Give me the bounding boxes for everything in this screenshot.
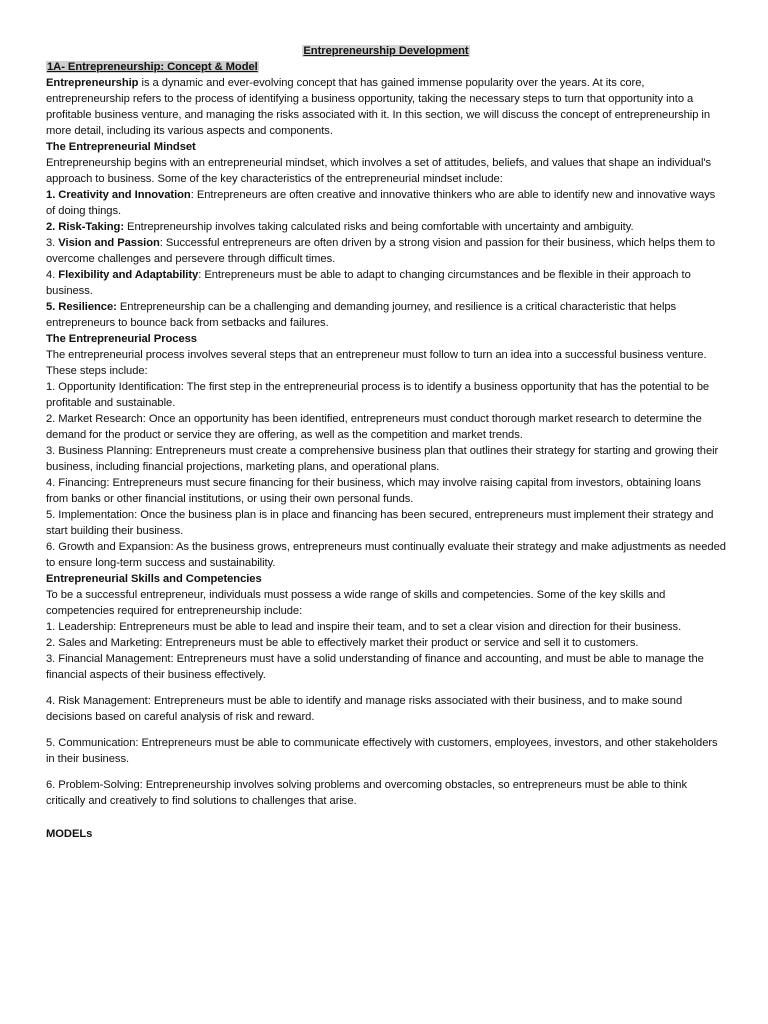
process-item: 3. Business Planning: Entrepreneurs must create a comprehensive business plan that outlines their strategy for starting and growing their business, including financial projections, marketing plans, and operational plans. [46,445,719,473]
skills-item: 2. Sales and Marketing: Entrepreneurs must be able to effectively market their product or service and sell it to customers. [46,637,639,649]
process-item: 1. Opportunity Identification: The first step in the entrepreneurial process is to identify a business opportunity that has the potential to be profitable and sustainable. [46,381,710,409]
document-page [46,43,726,842]
skills-heading: Entrepreneurial Skills and Competencies [46,573,262,585]
models-heading: MODELs [46,828,93,840]
process-intro: The entrepreneurial process involves several steps that an entrepreneur must follow to turn an idea into a successful business venture. These steps include: [46,349,707,377]
section-heading-1a: 1A- Entrepreneurship: Concept & Model [47,61,258,73]
intro-paragraph: Entrepreneurship is a dynamic and ever-evolving concept that has gained immense popularity over the years. At its core, entrepreneurship refers to the process of identifying a business opportunity, taking the necessary steps to turn that opportunity into a profitable business venture, and managing the risks associated with it. In this section, we will discuss the concept of entrepreneurship in more detail, including its various aspects and components. [46,77,711,137]
process-item: 6. Growth and Expansion: As the business grows, entrepreneurs must continually evaluate their strategy and make adjustments as needed to ensure long-term success and sustainability. [46,541,726,569]
process-item: 5. Implementation: Once the business plan is in place and financing has been secured, entrepreneurs must implement their strategy and start building their business. [46,509,714,537]
mindset-item: 2. Risk-Taking: Entrepreneurship involves taking calculated risks and being comfortable with uncertainty and ambiguity. [46,221,634,233]
skills-item: 5. Communication: Entrepreneurs must be able to communicate effectively with customers, employees, investors, and other stakeholders in their business. [46,737,718,765]
skills-item: 4. Risk Management: Entrepreneurs must be able to identify and manage risks associated with their business, and to make sound decisions based on careful analysis of risk and reward. [46,695,683,723]
process-heading: The Entrepreneurial Process [46,333,197,345]
skills-item: 6. Problem-Solving: Entrepreneurship involves solving problems and overcoming obstacles, so entrepreneurs must be able to think critically and creatively to find solutions to challenges that arise. [46,779,688,807]
mindset-heading: The Entrepreneurial Mindset [46,141,196,153]
mindset-intro: Entrepreneurship begins with an entrepreneurial mindset, which involves a set of attitudes, beliefs, and values that shape an individual's approach to business. Some of the key characteristics of the entrepreneurial mindset include: [46,157,712,185]
mindset-item: 5. Resilience: Entrepreneurship can be a challenging and demanding journey, and resilience is a critical characteristic that helps entrepreneurs to bounce back from setbacks and failures. [46,301,677,329]
process-item: 4. Financing: Entrepreneurs must secure financing for their business, which may involve raising capital from investors, obtaining loans from banks or other financial institutions, or using their own personal funds. [46,477,701,505]
mindset-item: 1. Creativity and Innovation: Entrepreneurs are often creative and innovative thinkers who are able to identify new and innovative ways of doing things. [46,189,716,217]
skills-item: 3. Financial Management: Entrepreneurs must have a solid understanding of finance and accounting, and must be able to manage the financial aspects of their business effectively. [46,653,704,681]
mindset-item: 3. Vision and Passion: Successful entrepreneurs are often driven by a strong vision and passion for their business, which helps them to overcome challenges and persevere through difficult times. [46,237,716,265]
process-item: 2. Market Research: Once an opportunity has been identified, entrepreneurs must conduct thorough market research to determine the demand for the product or service they are offering, as well as the competition and market trends. [46,413,702,441]
mindset-item: 4. Flexibility and Adaptability: Entrepreneurs must be able to adapt to changing circumstances and be flexible in their approach to business. [46,269,691,297]
skills-intro: To be a successful entrepreneur, individuals must possess a wide range of skills and competencies. Some of the key skills and competencies required for entrepreneurship include: [46,589,666,617]
document-title: Entrepreneurship Development [303,45,469,57]
skills-item: 1. Leadership: Entrepreneurs must be able to lead and inspire their team, and to set a clear vision and direction for their business. [46,621,682,633]
